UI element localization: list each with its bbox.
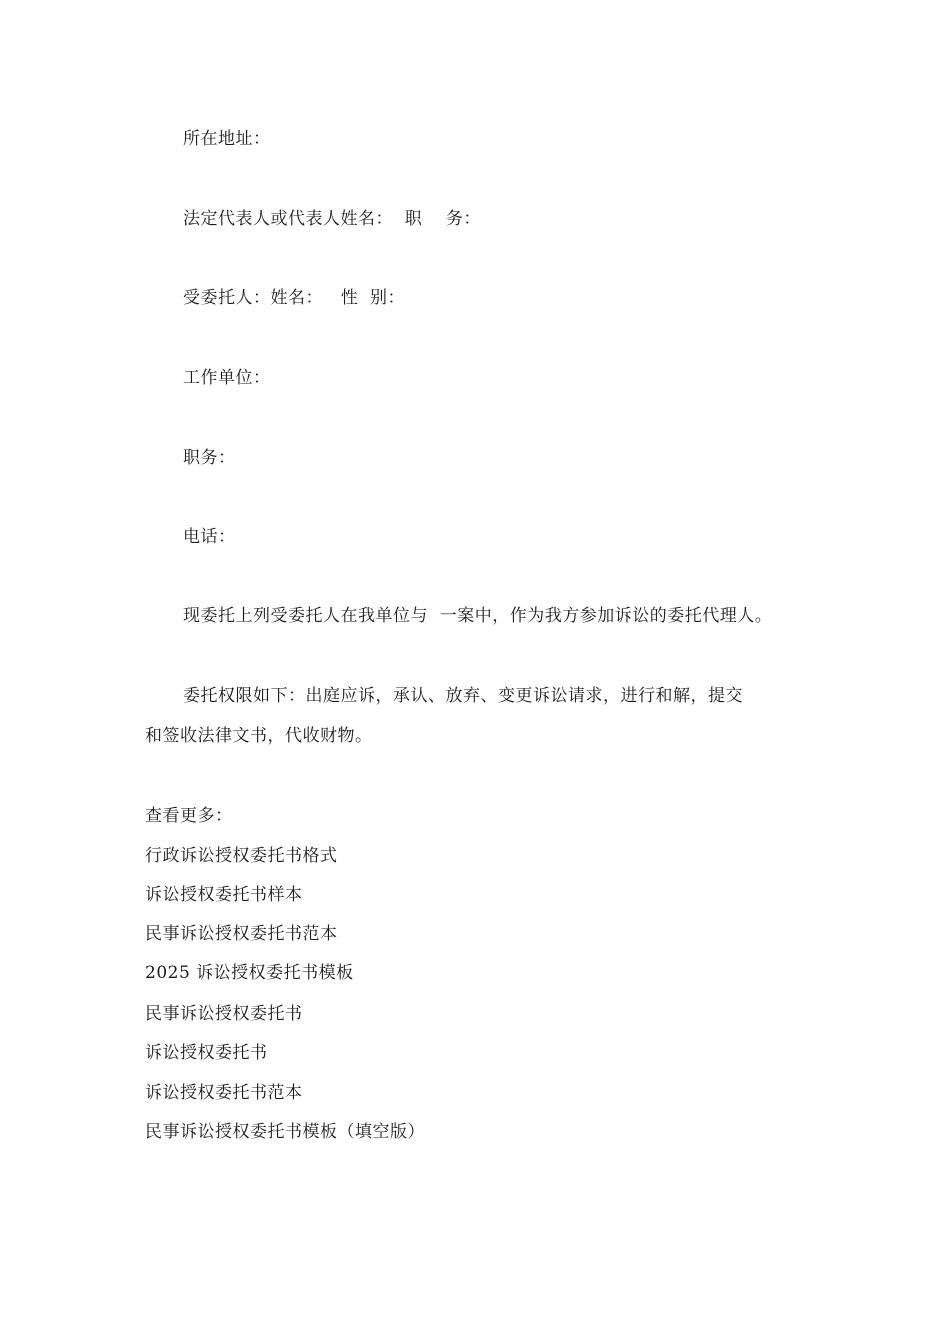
authority-paragraph-line-2: 和签收法律文书，代收财物。 bbox=[145, 726, 373, 746]
position-field: 职务： bbox=[183, 448, 236, 468]
entrustment-statement: 现委托上列受委托人在我单位与 一案中，作为我方参加诉讼的委托代理人。 bbox=[183, 606, 773, 626]
related-link[interactable]: 民事诉讼授权委托书 bbox=[145, 1004, 303, 1024]
legal-representative-field: 法定代表人或代表人姓名： 职 务： bbox=[183, 209, 481, 229]
related-link[interactable]: 民事诉讼授权委托书模板（填空版） bbox=[145, 1122, 425, 1142]
phone-field: 电话： bbox=[183, 527, 236, 547]
related-link[interactable]: 诉讼授权委托书范本 bbox=[145, 1083, 303, 1103]
agent-name-gender-field: 受委托人：姓名： 性 别： bbox=[183, 288, 406, 308]
related-link[interactable]: 行政诉讼授权委托书格式 bbox=[145, 846, 338, 866]
authority-paragraph-line-1: 委托权限如下：出庭应诉，承认、放弃、变更诉讼请求，进行和解，提交 bbox=[183, 686, 743, 706]
related-link[interactable]: 民事诉讼授权委托书范本 bbox=[145, 924, 338, 944]
work-unit-field: 工作单位： bbox=[183, 368, 271, 388]
address-field: 所在地址： bbox=[183, 129, 271, 149]
related-link[interactable]: 2025 诉讼授权委托书模板 bbox=[145, 963, 354, 983]
see-more-heading: 查看更多： bbox=[145, 806, 233, 826]
related-link[interactable]: 诉讼授权委托书样本 bbox=[145, 885, 303, 905]
related-link[interactable]: 诉讼授权委托书 bbox=[145, 1043, 268, 1063]
